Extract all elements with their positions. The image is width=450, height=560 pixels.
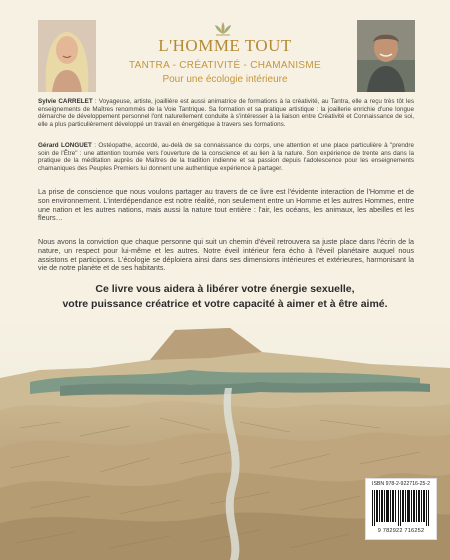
lotus-emblem-icon xyxy=(213,20,233,36)
bio-text: : Ostéopathe, accordé, au-delà de sa connaissance du corps, une attention et une place particulière à "prendre soin de l'Être" : une attention tournée vers l'ouverture de la conscience et au lien à la nature. Son expérience de trente ans dans la pratique de la méditation auprès de Maîtres de la tradition indienne et sa passion depuis l'adolescence pour les enseignements chamaniques des Peuples Premiers lui donnent une authentique expérience à partager. xyxy=(38,142,414,172)
bio-name: Sylvie CARRELET xyxy=(38,98,93,105)
highlight-line-1: Ce livre vous aidera à libérer votre énergie sexuelle, xyxy=(95,283,355,295)
conviction-paragraph: Nous avons la conviction que chaque personne qui suit un chemin d'éveil retrouvera sa juste place dans l'écrin de la nature, un respect pour lui-même et les autres. Notre éveil intérieur fera écho à l'éveil planétaire auquel nous assistons et participons. L'écologie se déploiera ainsi dans ses dimensions intérieures et extérieures, harmonisant la vie de notre planète et de ses habitants. xyxy=(38,237,414,273)
barcode-icon xyxy=(371,490,431,526)
author-photo-gerard xyxy=(357,20,415,92)
book-subtitle: TANTRA - CRÉATIVITÉ - CHAMANISME xyxy=(128,60,322,71)
author-photo-sylvie xyxy=(38,20,96,92)
bio-text: : Voyageuse, artiste, joaillière est aussi animatrice de formations à la créativité, au Tantra, elle a reçu très tôt les enseignements de Maîtres renommés de la Voie Tantrique. Sa formation et sa pratique artistique : la joaillerie enrichie d'une longue démarche de développement personnel l'ont naturellement conduite à s'intéresser à la liaison entre Créativité et Connaissance de soi, elle a plus particulièrement développé un travail en énergétique à travers ses formations. xyxy=(38,98,414,128)
book-tagline: Pour une écologie intérieure xyxy=(162,74,288,85)
book-title: L'HOMME TOUT xyxy=(158,36,292,55)
isbn-barcode-box xyxy=(365,478,437,540)
intro-paragraph: La prise de conscience que nous voulons partager au travers de ce livre est l'évidente interaction de l'Homme et de son environnement. L'interdépendance est notre réalité, non seulement entre un Homme et les autres Hommes, entre une nation et les autres nations, mais aussi la nature tout entière : l'air, les océans, les animaux, les abeilles et les fleurs… xyxy=(38,187,414,223)
bio-gerard xyxy=(38,142,414,172)
isbn-digits: 9 782922 716252 xyxy=(377,528,425,534)
bio-sylvie xyxy=(38,98,414,128)
highlight-line-2: votre puissance créatrice et votre capacité à aimer et à être aimé. xyxy=(62,298,388,310)
bio-name: Gérard LONGUET xyxy=(38,142,92,149)
isbn-label: ISBN 978-2-922716-25-2 xyxy=(372,481,430,487)
